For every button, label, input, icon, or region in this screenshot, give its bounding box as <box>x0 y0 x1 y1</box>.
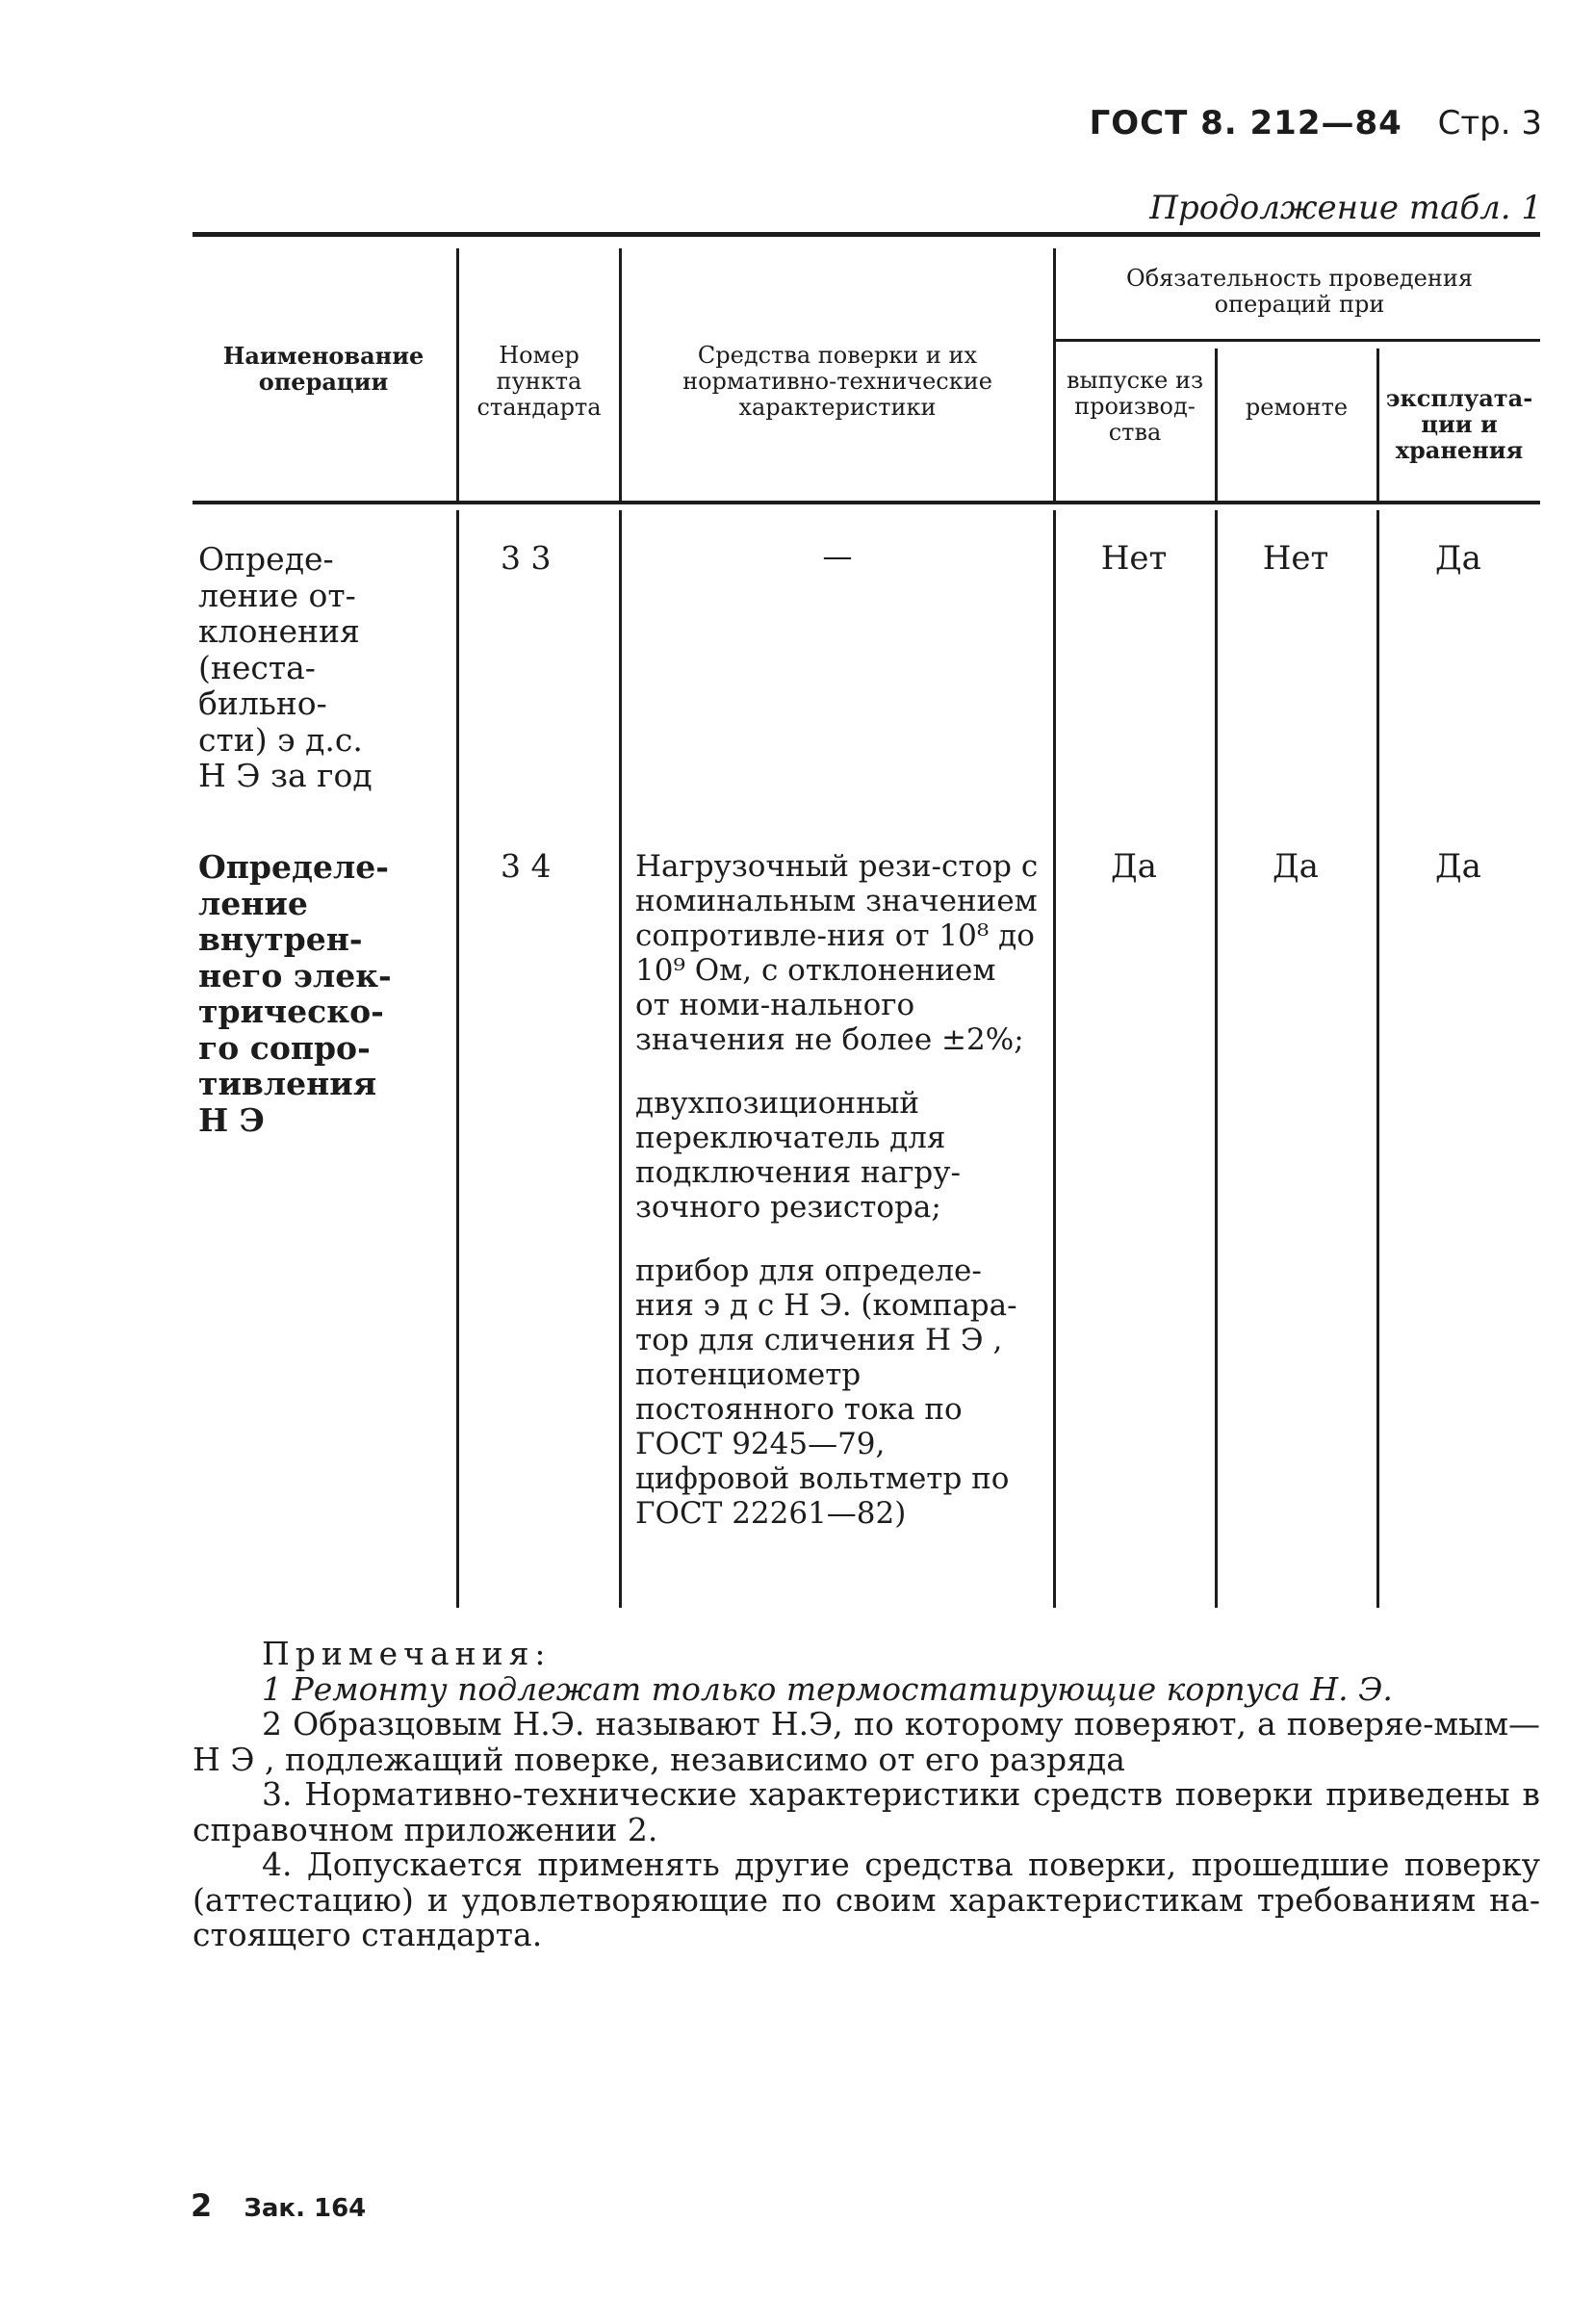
row1-operation: Да <box>1435 539 1481 578</box>
col-divider <box>1376 510 1379 1608</box>
note-item: 1 Ремонту подлежат только термостатирующие корпуса Н. Э. <box>262 1669 1393 1708</box>
row2-means <box>635 849 1040 1560</box>
col-divider <box>619 248 622 501</box>
col-divider <box>1376 349 1379 501</box>
header-obligation: Обязательность проведения операций при <box>1126 265 1473 318</box>
row1-point-number: 3 3 <box>501 539 552 577</box>
row1-repair: Нет <box>1262 539 1329 578</box>
row2-means-switch: двухпозиционный переключатель для подключения нагру-зочного резистора; <box>635 1086 961 1225</box>
header-release: выпуске из производ-ства <box>1066 367 1204 446</box>
table-subheader-rule <box>1053 339 1540 342</box>
footer-page-number: 2 <box>191 2187 213 2224</box>
row1-means: — <box>822 539 853 574</box>
row2-means-instrument: прибор для определе-ния э д с Н Э. (компара-тор для сличения Н Э , потенциометр постоянного тока по ГОСТ 9245—79, цифровой вольтметр по ГОСТ 22261—82) <box>635 1253 1017 1531</box>
table-continuation-label: Продолжение табл. 1 <box>1149 189 1542 227</box>
table-header-rule <box>193 501 1540 504</box>
header-operation-storage: эксплуата-ции и хранения <box>1385 384 1533 464</box>
col-divider <box>1215 510 1218 1608</box>
col-divider <box>1215 349 1218 501</box>
page-number-label: Стр. 3 <box>1437 104 1542 142</box>
note-item: 2 Образцовым Н.Э. называют Н.Э, по которому поверяют, а поверяе-мым—Н Э , подлежащий поверке, независимо от его разряда <box>193 1705 1540 1778</box>
header-operation-name: Наименование операции <box>222 342 424 396</box>
note-item: 3. Нормативно-технические характеристики средств поверки приведены в справочном приложении 2. <box>193 1775 1540 1848</box>
header-verification-means: Средства поверки и их нормативно-технические характеристики <box>682 342 992 421</box>
row2-means-resistor: Нагрузочный рези-стор с номинальным значением сопротивле-ния от 10⁸ до 10⁹ Ом, с отклонением от номи-нального значения не более ±2%; <box>635 849 1039 1057</box>
footer-order-number: Зак. 164 <box>244 2194 367 2223</box>
col-divider <box>1053 248 1056 501</box>
row1-operation-name: Опреде-ление от-клонения (неста-бильно-сти) э д.с. Н Э за год <box>198 540 373 794</box>
row2-operation-name: Определе-ление внутрен-него элек-трическо-го сопро-тивления Н Э <box>198 848 392 1139</box>
row2-repair: Да <box>1273 847 1319 886</box>
col-divider <box>456 510 459 1608</box>
header-point-number: Номер пункта стандарта <box>476 342 602 421</box>
col-divider <box>619 510 622 1608</box>
standard-number: ГОСТ 8. 212—84 <box>1089 104 1402 142</box>
header-repair: ремонте <box>1245 394 1349 421</box>
notes-section <box>193 1637 1540 1953</box>
col-divider <box>1053 510 1056 1608</box>
row1-release: Нет <box>1100 539 1168 578</box>
note-item: 4. Допускается применять другие средства поверки, прошедшие поверку (аттестацию) и удовлетворяющие по своим характеристикам требованиям на-стоящего стандарта. <box>193 1846 1540 1953</box>
notes-title: Примечания: <box>262 1635 552 1672</box>
table-top-rule <box>193 232 1540 237</box>
row2-release: Да <box>1111 847 1157 886</box>
page-footer <box>191 2187 366 2224</box>
page-header <box>1090 104 1542 142</box>
row2-operation: Да <box>1435 847 1481 886</box>
row2-point-number: 3 4 <box>501 847 552 885</box>
col-divider <box>456 248 459 501</box>
